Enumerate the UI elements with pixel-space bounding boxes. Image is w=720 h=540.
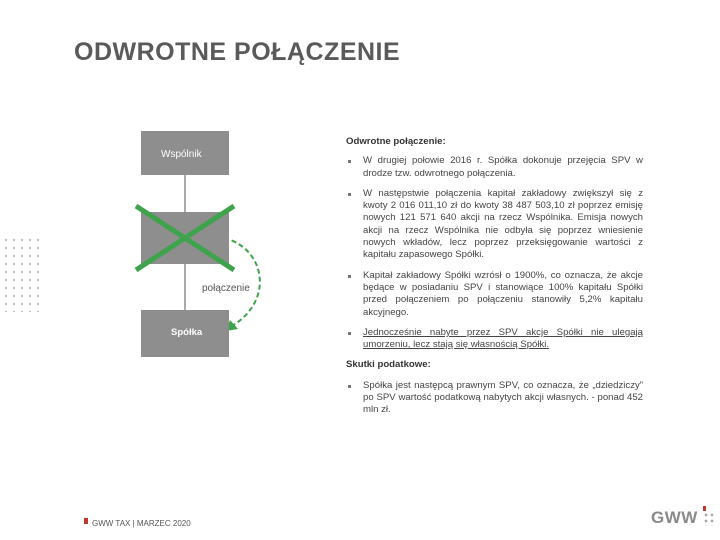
- logo-accent-mark: [703, 506, 706, 511]
- section-heading-reverse-merger: Odwrotne połączenie:: [346, 136, 446, 147]
- bullet-item: Kapitał zakładowy Spółki wzrósł o 1900%, co oznacza, że akcje będące w posiadaniu SPV i stanowiące 100% kapitału Spółki przed połączeniem po połączeniu stanowiły 5,2% kapitału akcyjnego.: [346, 270, 643, 319]
- company-label: Spółka: [171, 327, 203, 338]
- spv-box-crossed: [141, 212, 229, 264]
- bullet-item: W następstwie połączenia kapitał zakładowy zwiększył się z kwoty 2 016 011,10 zł do kwoty 38 487 503,10 zł poprzez emisję nowych 121 571 640 akcji na rzecz Wspólnika. Emisja nowych akcji na rzecz Wspólnika nie odbyła się poprzez wniesienie nowych wkładów, lecz poprzez przeksięgowanie wartości z kapitału zapasowego Spółki.: [346, 188, 643, 262]
- description-column: [346, 136, 643, 425]
- bullet-item: W drugiej połowie 2016 r. Spółka dokonuje przejęcia SPV w drodze tzw. odwrotnego połączenia.: [346, 155, 643, 180]
- section-heading-tax: Skutki podatkowe:: [346, 359, 431, 371]
- logo-dots: [703, 512, 715, 526]
- shareholder-label: Wspólnik: [161, 149, 202, 160]
- footer-text: GWW TAX | MARZEC 2020: [92, 519, 191, 528]
- gww-logo: GWW: [651, 508, 698, 527]
- company-box: [141, 310, 229, 357]
- bullet-item-underlined: Jednocześnie nabyte przez SPV akcje Spółki nie ulegają umorzeniu, lecz stają się własnością Spółki.: [346, 327, 643, 352]
- bullet-item: Spółka jest następcą prawnym SPV, co oznacza, że „dziedziczy” po SPV wartość podatkową nabytych akcji własnych. - ponad 452 mln zł.: [346, 380, 643, 417]
- merger-label: połączenie: [202, 283, 250, 294]
- shareholder-box: [141, 131, 229, 175]
- footer-marker: [84, 518, 88, 524]
- merger-arrow: [224, 238, 260, 326]
- page-title: ODWROTNE POŁĄCZENIE: [74, 38, 401, 66]
